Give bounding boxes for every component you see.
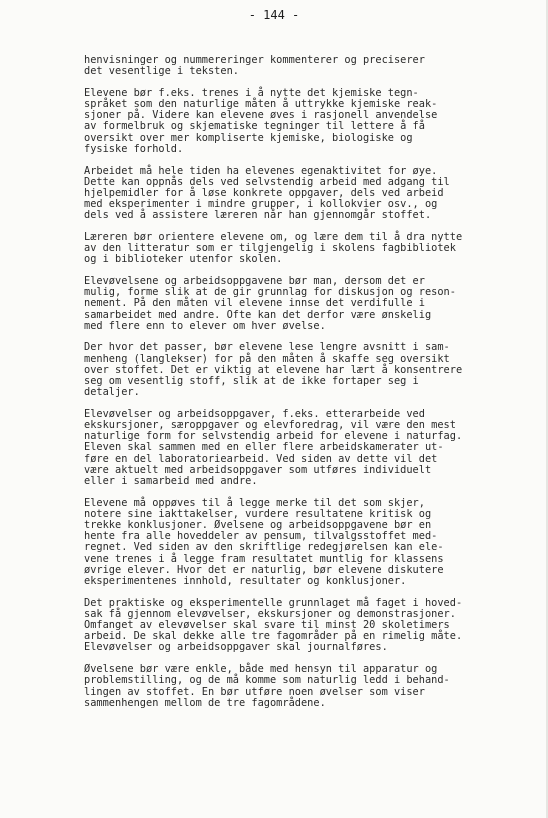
text-line: føre en del laboratoriearbeid. Ved siden av dette vil det [84, 452, 438, 465]
text-line: oversikt over mer kompliserte kjemiske, biologiske og [84, 131, 413, 144]
paragraph [84, 232, 524, 266]
text-line: av den litteratur som er tilgjengelig i skolens fagbibliotek [84, 242, 456, 255]
text-line: naturlige form for selvstendig arbeid for elevene i naturfag. [84, 430, 463, 443]
paragraph [84, 598, 524, 654]
text-line: øvrige elever. Hvor det er naturlig, bør elevene diskutere [84, 563, 444, 576]
text-line: henvisninger og nummereringer kommenterer og preciserer [84, 54, 425, 66]
text-line: seg om vesentlig stoff, slik at de ikke fortaper seg i [84, 375, 419, 387]
text-line: vene trenes i å legge fram resultatet muntlig for klassens [84, 552, 444, 565]
text-line: Det praktiske og eksperimentelle grunnlaget må faget i hoved- [84, 596, 463, 609]
text-line: og i biblioteker utenfor skolen. [84, 253, 283, 266]
text-line: Elevøvelser og arbeidsoppgaver, f.eks. etterarbeide ved [84, 407, 425, 420]
text-line: samarbeidet med andre. Ofte kan det derfor være ønskelig [84, 308, 432, 321]
paragraph [84, 342, 524, 398]
paragraph [84, 55, 524, 77]
text-line: med eksperimenter i mindre grupper, i kollokvier osv., og [84, 198, 438, 211]
text-line: Elevøvelser og arbeidsoppgaver skal journalføres. [84, 641, 388, 654]
text-line: lingen av stoffet. En bør utføre noen øvelser som viser [84, 685, 425, 698]
text-line: hente fra alle hoveddeler av pensum, tilvalgsstoffet med- [84, 530, 438, 543]
text-line: eller i samarbeid med andre. [84, 475, 258, 487]
text-line: Dette kan oppnås dels ved selvstendig arbeid med adgang til [84, 175, 450, 188]
document-body [84, 55, 524, 719]
text-line: det vesentlige i teksten. [84, 65, 239, 78]
paragraph [84, 498, 524, 588]
text-line: språket som den naturlige måten å uttrykke kjemiske reak- [84, 98, 438, 111]
text-line: med flere enn to elever om hver øvelse. [84, 319, 326, 332]
text-line: Øvelsene bør være enkle, både med hensyn til apparatur og [84, 663, 438, 676]
text-line: dels ved å assistere læreren når han gjennomgår stoffet. [84, 209, 432, 222]
text-line: være aktuelt med arbeidsoppgaver som utføres individuelt [84, 463, 432, 476]
text-line: av formelbruk og skjematiske tegninger til lettere å få [84, 120, 425, 133]
paragraph [84, 166, 524, 222]
text-line: notere sine iakttakelser, vurdere resultatene kritisk og [84, 507, 432, 520]
page-number: - 144 - [248, 8, 300, 22]
text-line: problemstilling, og de må komme som naturlig ledd i behand- [84, 674, 450, 687]
text-line: sak få gjennom elevøvelser, ekskursjoner og demonstrasjoner. [84, 607, 456, 620]
text-line: regnet. Ved siden av den skriftlige redegjørelsen kan ele- [84, 541, 444, 554]
text-line: Elevøvelsene og arbeidsoppgavene bør man, dersom det er [84, 275, 425, 287]
text-line: arbeid. De skal dekke alle tre fagområder på en rimelig måte. [84, 630, 463, 643]
text-line: ekskursjoner, særoppgaver og elevforedrag, vil være den mest [84, 419, 456, 432]
text-line: Der hvor det passer, bør elevene lese lengre avsnitt i sam- [84, 341, 450, 354]
paragraph [84, 664, 524, 709]
text-line: Arbeidet må hele tiden ha elevenes egenaktivitet for øye. [84, 164, 438, 177]
text-line: hjelpemidler for å løse konkrete oppgaver, dels ved arbeid [84, 186, 444, 199]
text-line: Omfanget av elevøvelser skal svare til minst 20 skoletimers [84, 619, 450, 632]
paragraph [84, 88, 524, 155]
text-line: sjoner på. Videre kan elevene øves i rasjonell anvendelse [84, 109, 438, 122]
text-line: trekke konklusjoner. Øvelsene og arbeidsoppgavene bør en [84, 519, 432, 532]
text-line: nement. På den måten vil elevene innse det verdifulle i [84, 297, 425, 310]
text-line: Elevene må oppøves til å legge merke til det som skjer, [84, 496, 425, 509]
text-line: sammenhengen mellom de tre fagområdene. [84, 696, 326, 709]
text-line: menheng (langlekser) for på den måten å skaffe seg oversikt [84, 352, 450, 365]
paragraph [84, 276, 524, 332]
text-line: eksperimentenes innhold, resultater og konklusjoner. [84, 575, 407, 587]
text-line: detaljer. [84, 386, 140, 399]
text-line: fysiske forhold. [84, 142, 184, 155]
paragraph [84, 409, 524, 487]
text-line: Læreren bør orientere elevene om, og lære dem til å dra nytte [84, 230, 463, 243]
text-line: over stoffet. Det er viktig at elevene har lært å konsentrere [84, 363, 463, 376]
text-line: mulig, forme slik at de gir grunnlag for diskusjon og reson- [84, 286, 456, 299]
text-line: Elevene bør f.eks. trenes i å nytte det kjemiske tegn- [84, 86, 419, 99]
text-line: Eleven skal sammen med en eller flere arbeidskamerater ut- [84, 441, 444, 454]
